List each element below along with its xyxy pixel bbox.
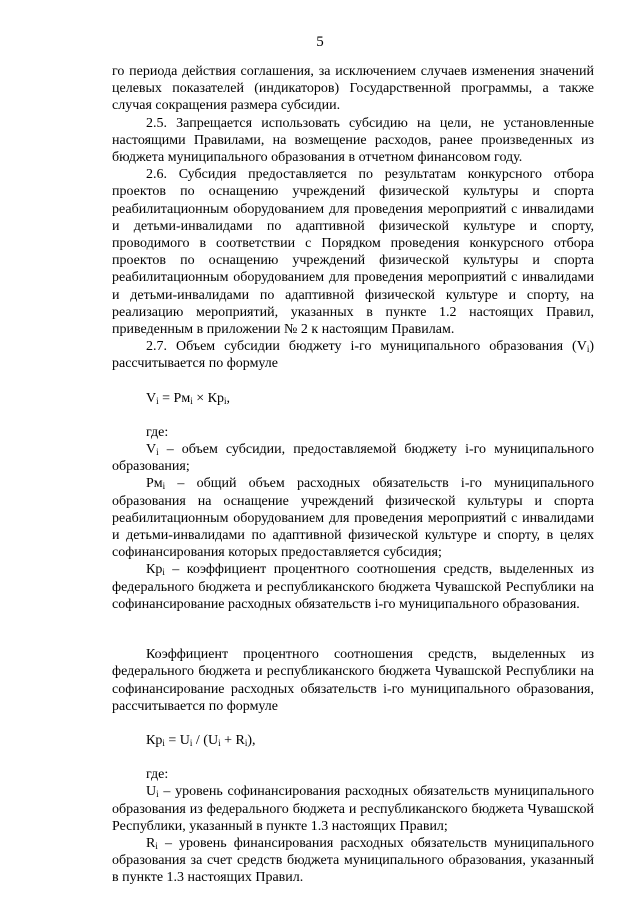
- where-label-2: где:: [146, 767, 169, 783]
- paragraph-continuation: го периода действия соглашения, за исключением случаев изменения значений целевых показателей (индикаторов) Государственной программы, а также случая сокращения размера субсидии.: [112, 64, 594, 114]
- definition-kpi: $Кр_i$ – коэффициент процентного соотношения средств, выделенных из федерального бюджета и республиканского бюджета Чувашской Республики на софинансирование расходных обязательств i-го муниципального образования.: [112, 562, 594, 612]
- definition-ri: $R_i$ – уровень финансирования расходных обязательств муниципального образования за счет средств бюджета муниципального образования, указанный в пункте 1.3 настоящих Правил.: [112, 835, 594, 886]
- definition-vi: $V_i$ – объем субсидии, предоставляемой бюджету i-го муниципального образования;: [112, 442, 594, 475]
- where-label-1: где:: [146, 424, 169, 440]
- paragraph-coefficient: Коэффициент процентного соотношения средств, выделенных из федерального бюджета и республиканского бюджета Чувашской Республики на софинансирование расходных обязательств i-го муниципального образования, рассчитывается по формуле: [112, 647, 594, 714]
- paragraph-2-6: 2.6. Субсидия предоставляется по результатам конкурсного отбора проектов по оснащению учреждений физической культуры и спорта реабилитационным оборудованием для проведения мероприятий с инвалидами и детьми-инвалидами по адаптивной физической культуре и спорту, проводимого в соответствии с Порядком проведения конкурсного отбора проектов по оснащению учреждений физической культуры и спорта реабилитационным оборудованием для проведения мероприятий с инвалидами и детьми-инвалидами по адаптивной физической культуре и спорту, на реализацию мероприятий, указанных в пункте 1.2 настоящих Правил, приведенным в приложении № 2 к настоящим Правилам.: [112, 167, 594, 338]
- definition-ui: $U_i$ – уровень софинансирования расходных обязательств муниципального образования из федерального бюджета и республиканского бюджета Чувашской Республики, указанный в пункте 1.3 настоящих Правил;: [112, 784, 594, 834]
- paragraph-2-5: 2.5. Запрещается использовать субсидию на цели, не установленные настоящими Правилами, на возмещение расходов, ранее произведенных из бюджета муниципального образования в отчетном финансовом году.: [112, 115, 594, 166]
- paragraph-2-7-text-b: ) рассчитывается по формуле: [112, 339, 594, 372]
- formula-coefficient: $Кр_i = U_i / (U_i + R_i)$,: [146, 732, 256, 748]
- index-i: i: [586, 344, 590, 355]
- definition-pmi: $Рм_i$ – общий объем расходных обязательств i-го муниципального образования на оснащение учреждений физической культуры и спорта реабилитационным оборудованием для проведения мероприятий с инвалидами и детьми-инвалидами по адаптивной физической культуре и спорту, в целях софинансирования которых предоставляется субсидия;: [112, 476, 594, 561]
- paragraph-2-7-text-a: 2.7. Объем субсидии бюджету i-го муниципального образования (V: [146, 339, 587, 355]
- page-number: 5: [316, 34, 324, 50]
- formula-subsidy-volume: $V_i = Рм_i \times Кр_i$,: [146, 390, 230, 406]
- paragraph-2-7: [112, 338, 594, 372]
- document-body: [112, 63, 594, 887]
